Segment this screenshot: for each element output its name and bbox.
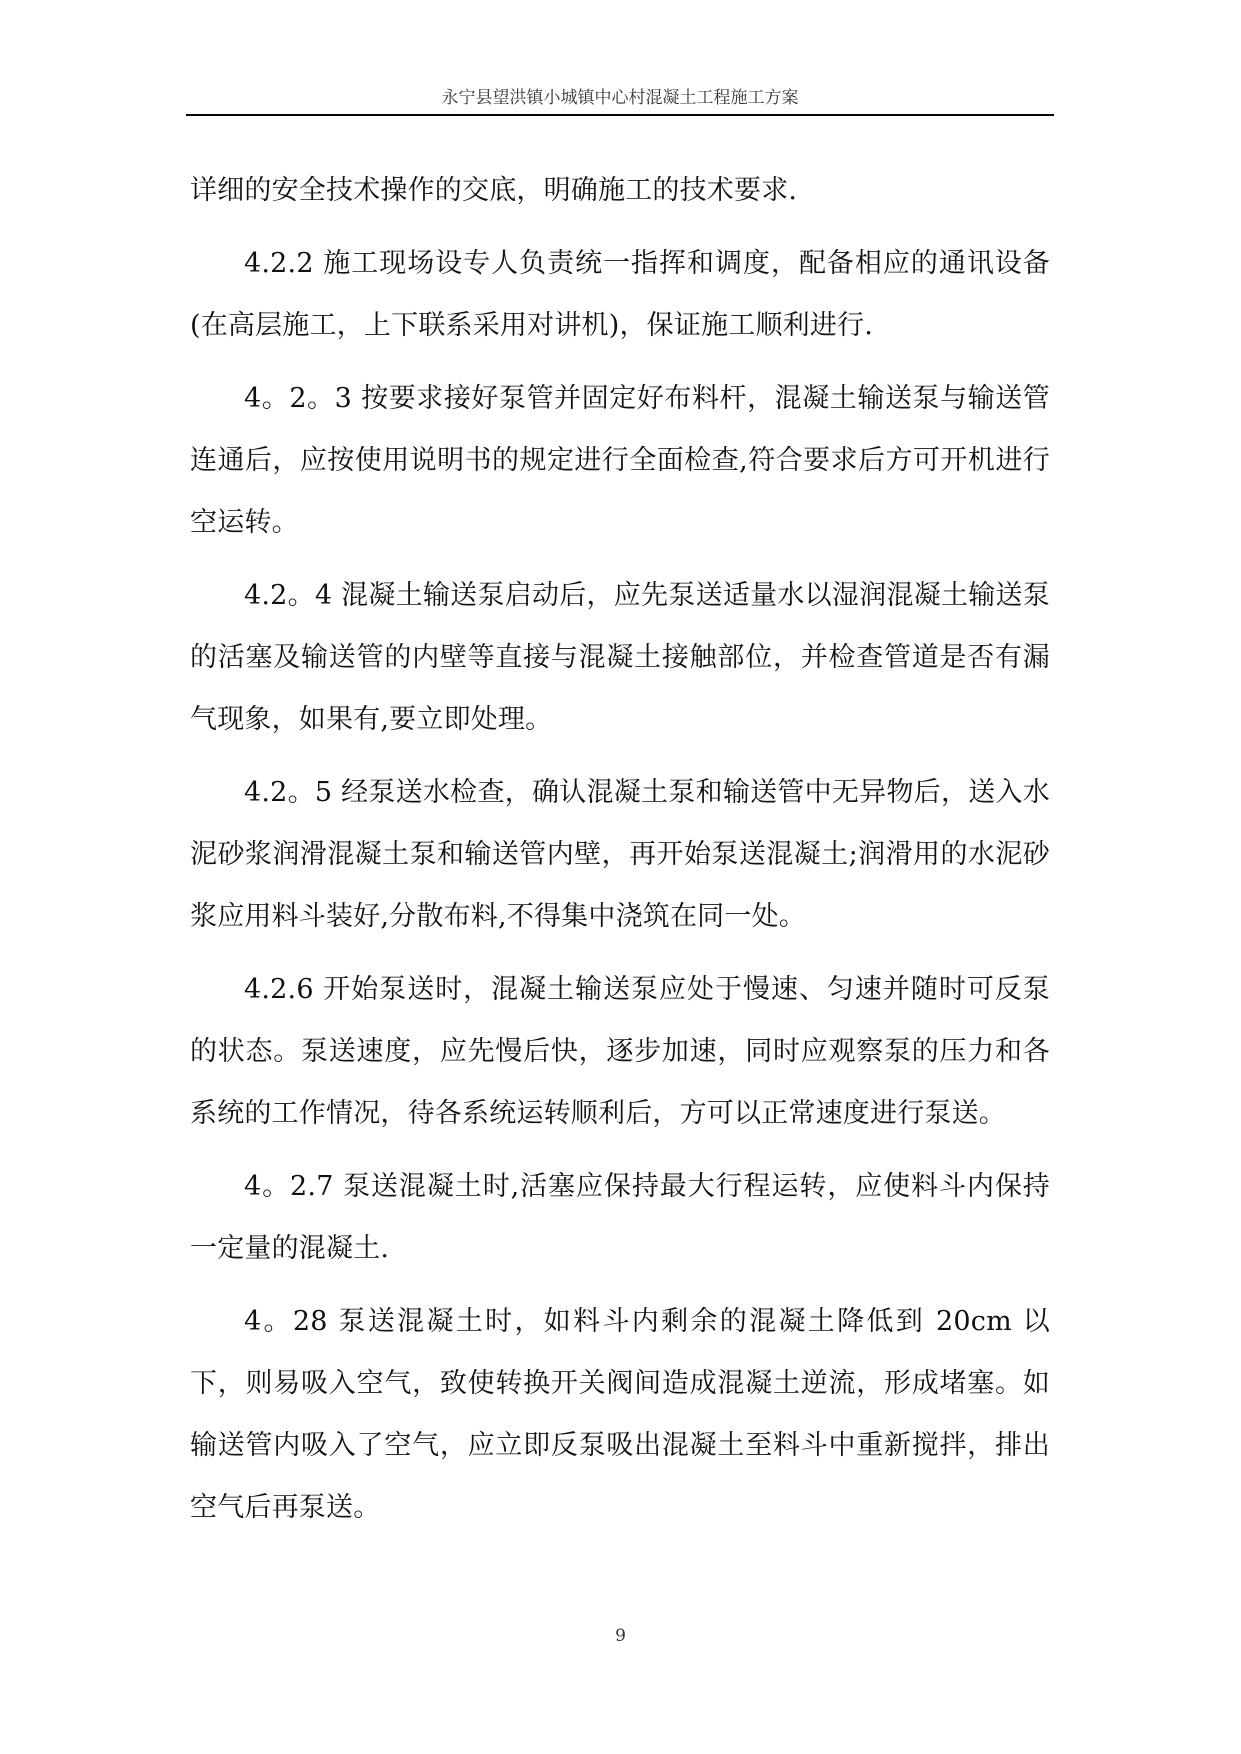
paragraph-4-2-7: 4。2.7 泵送混凝土时,活塞应保持最大行程运转，应使料斗内保持一定量的混凝土. (190, 1171, 1050, 1264)
paragraph-4-2-6: 4.2.6 开始泵送时，混凝土输送泵应处于慢速、匀速并随时可反泵的状态。泵送速度，应先慢后快，逐步加速，同时应观察泵的压力和各系统的工作情况，待各系统运转顺利后，方可以正常速度进行泵送。 (190, 974, 1050, 1129)
paragraph-continued: 详细的安全技术操作的交底，明确施工的技术要求. (190, 175, 798, 206)
document-title: 永宁县望洪镇小城镇中心村混凝土工程施工方案 (441, 88, 799, 108)
paragraph-4-2-8: 4。28 泵送混凝土时，如料斗内剩余的混凝土降低到 20cm 以下，则易吸入空气，致使转换开关阀间造成混凝土逆流，形成堵塞。如输送管内吸入了空气，应立即反泵吸出混凝土至料斗中重新搅拌，排出空气后再泵送。 (190, 1306, 1050, 1523)
paragraph-4-2-4: 4.2。4 混凝土输送泵启动后，应先泵送适量水以湿润混凝土输送泵的活塞及输送管的内壁等直接与混凝土接触部位，并检查管道是否有漏气现象，如果有,要立即处理。 (190, 580, 1050, 735)
document-body (190, 160, 1050, 1550)
page-header (186, 82, 1054, 116)
paragraph-4-2-3: 4。2。3 按要求接好泵管并固定好布料杆，混凝土输送泵与输送管连通后，应按使用说明书的规定进行全面检查,符合要求后方可开机进行空运转。 (190, 383, 1050, 538)
paragraph-4-2-2: 4.2.2 施工现场设专人负责统一指挥和调度，配备相应的通讯设备(在高层施工，上下联系采用对讲机)，保证施工顺利进行. (190, 248, 1050, 341)
paragraph-4-2-5: 4.2。5 经泵送水检查，确认混凝土泵和输送管中无异物后，送入水泥砂浆润滑混凝土泵和输送管内壁，再开始泵送混凝土;润滑用的水泥砂浆应用料斗装好,分散布料,不得集中浇筑在同一处。 (190, 777, 1050, 932)
page-number: 9 (615, 1626, 626, 1646)
